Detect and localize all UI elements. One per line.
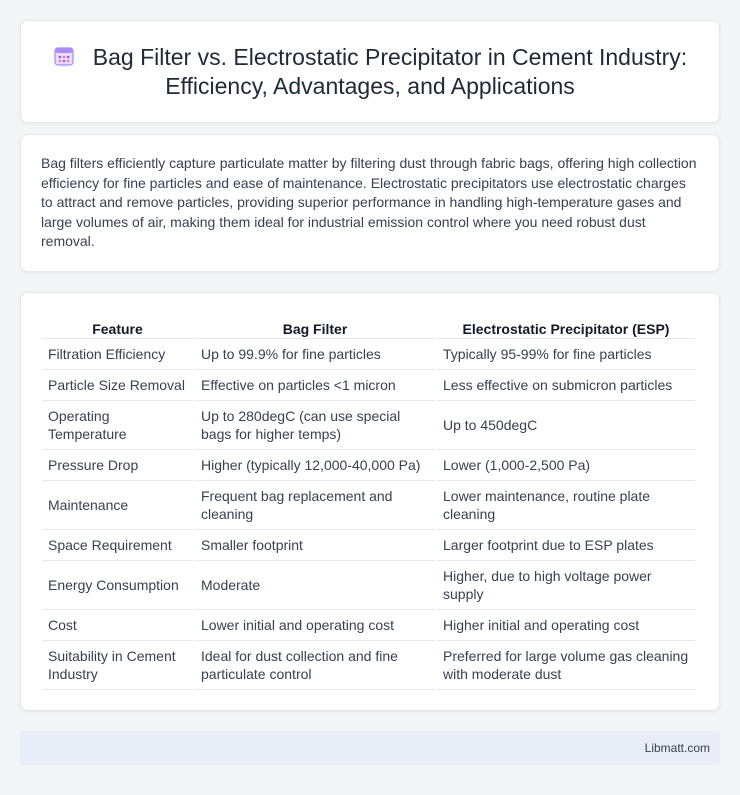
bag-filter-cell: Moderate [195,561,435,610]
footer [20,731,720,765]
bag-filter-cell: Lower initial and operating cost [195,610,435,641]
table-row [42,530,695,561]
table-row [42,481,695,530]
header-esp: Electrostatic Precipitator (ESP) [437,313,695,339]
bag-filter-cell: Up to 280degC (can use special bags for higher temps) [195,401,435,450]
feature-cell: Energy Consumption [42,561,193,610]
esp-cell: Higher, due to high voltage power supply [437,561,695,610]
calendar-icon [53,45,75,67]
feature-cell: Suitability in Cement Industry [42,641,193,690]
esp-cell: Less effective on submicron particles [437,370,695,401]
esp-cell: Lower maintenance, routine plate cleaning [437,481,695,530]
bag-filter-cell: Higher (typically 12,000-40,000 Pa) [195,450,435,481]
title-card [20,20,720,123]
feature-cell: Space Requirement [42,530,193,561]
esp-cell: Lower (1,000-2,500 Pa) [437,450,695,481]
feature-cell: Maintenance [42,481,193,530]
table-row [42,450,695,481]
bag-filter-cell: Up to 99.9% for fine particles [195,339,435,370]
bag-filter-cell: Ideal for dust collection and fine particulate control [195,641,435,690]
bag-filter-cell: Effective on particles <1 micron [195,370,435,401]
esp-cell: Typically 95-99% for fine particles [437,339,695,370]
footer-brand[interactable]: Libmatt.com [644,741,710,755]
table-row [42,339,695,370]
feature-cell: Cost [42,610,193,641]
comparison-table-card [20,292,720,711]
table-row [42,401,695,450]
table-row [42,561,695,610]
bag-filter-cell: Smaller footprint [195,530,435,561]
header-bag-filter: Bag Filter [195,313,435,339]
page-title [51,43,689,101]
intro-paragraph: Bag filters efficiently capture particulate matter by filtering dust through fabric bags, offering high collection efficiency for fine particles and ease of maintenance. Electrostatic precipitators use electrostatic charges to attract and remove particles, providing superior performance in handling high-temperature gases and large volumes of air, making them ideal for industrial emission control where you need robust dust removal. [41,155,697,249]
table-row [42,370,695,401]
esp-cell: Preferred for large volume gas cleaning with moderate dust [437,641,695,690]
feature-cell: Filtration Efficiency [42,339,193,370]
feature-cell: Particle Size Removal [42,370,193,401]
esp-cell: Larger footprint due to ESP plates [437,530,695,561]
table-row [42,641,695,690]
table-row [42,610,695,641]
intro-card [20,134,720,272]
esp-cell: Higher initial and operating cost [437,610,695,641]
esp-cell: Up to 450degC [437,401,695,450]
table-header-row [42,313,695,339]
bag-filter-cell: Frequent bag replacement and cleaning [195,481,435,530]
feature-cell: Operating Temperature [42,401,193,450]
header-feature: Feature [42,313,193,339]
page-title-text: Bag Filter vs. Electrostatic Precipitator in Cement Industry: Efficiency, Advantages, and Applications [92,43,688,99]
comparison-table [40,313,697,690]
feature-cell: Pressure Drop [42,450,193,481]
